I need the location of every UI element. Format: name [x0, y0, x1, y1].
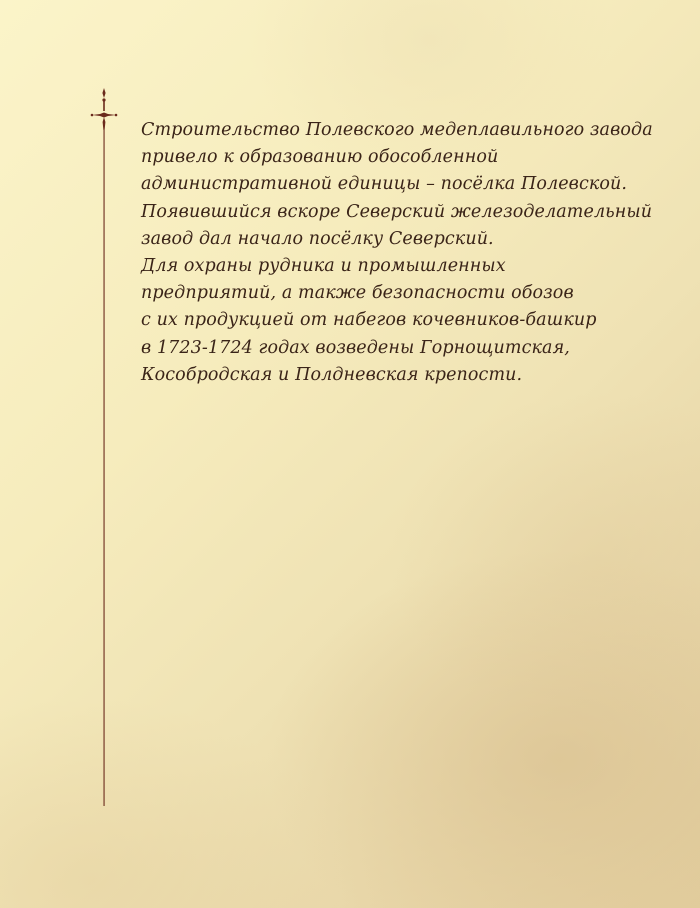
paragraph-line: Появившийся вскоре Северский железоделательный: [141, 201, 653, 222]
paragraph-line: привело к образованию обособленной: [141, 147, 499, 168]
paragraph-line: завод дал начало посёлку Северский.: [141, 228, 494, 249]
paragraph-line: Для охраны рудника и промышленных: [141, 256, 506, 277]
paragraph-line: в 1723-1724 годах возведены Горнощитская,: [141, 337, 570, 358]
paragraph-line: Строительство Полевского медеплавильного завода: [141, 120, 653, 140]
paragraph-line: административной единицы – посёлка Полевской.: [141, 174, 628, 195]
paragraph-text: [141, 117, 661, 389]
paragraph-line: предприятий, а также безопасности обозов: [141, 283, 574, 304]
sword-divider-icon: [88, 86, 120, 806]
paragraph-line: Кособродская и Полдневская крепости.: [141, 364, 523, 385]
paragraph-line: с их продукцией от набегов кочевников-башкир: [141, 310, 597, 331]
